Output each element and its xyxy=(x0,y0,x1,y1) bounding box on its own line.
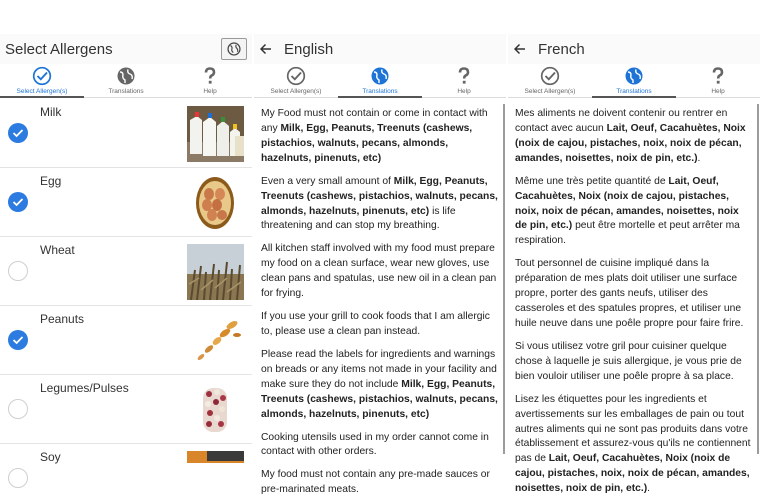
paragraph-text: Lisez les étiquettes pour les ingredients et avertissements sur les emballages de pain ou tout autres aliments qui ne sont pas produits dans votre établissement et assurez-vous qu'ils ne contiennent pas de xyxy=(515,393,751,465)
paragraph xyxy=(261,468,498,498)
allergen-name: Legumes/Pulses xyxy=(40,381,129,395)
page-title: English xyxy=(284,40,334,58)
paragraph-text: If you use your grill to cook foods that I am allergic to, please use a clean pan instead. xyxy=(261,311,490,337)
paragraph xyxy=(515,107,752,167)
check-circle-icon xyxy=(32,66,52,86)
paragraph-text: Tout personnel de cuisine impliqué dans la préparation de mes plats doit utiliser une surface propre, porter des gants neufs, utiliser des casseroles et des spatules propres, et utiliser une huile neuve dans une poêle propre pour faire frire. xyxy=(515,258,744,329)
allergen-item-egg[interactable] xyxy=(0,168,252,237)
paragraph-text: Even a very small amount of xyxy=(261,175,394,187)
question-icon xyxy=(454,66,474,86)
globe-icon xyxy=(227,42,241,56)
allergen-item-soy[interactable] xyxy=(0,444,252,500)
paragraph-text: is life threatening and can stop my breathing. xyxy=(261,205,456,232)
paragraph xyxy=(261,107,498,167)
allergen-name: Peanuts xyxy=(40,312,85,326)
paragraph xyxy=(261,310,498,340)
allergen-name: Milk xyxy=(40,105,62,119)
app-bar xyxy=(0,34,252,64)
question-icon xyxy=(200,66,220,86)
back-arrow-icon[interactable] xyxy=(514,43,526,55)
tab-label: Select Allergen(s) xyxy=(270,88,322,95)
globe-icon xyxy=(370,66,390,86)
paragraph-text: peut être mortelle et peut arrêter ma respiration. xyxy=(515,220,740,247)
tab-bar xyxy=(254,64,506,98)
english-translation-screen xyxy=(254,0,506,500)
tab-label: Select Allergen(s) xyxy=(16,88,68,95)
allergen-name: Egg xyxy=(40,174,62,188)
legumes-image xyxy=(187,382,244,438)
allergen-item-peanuts[interactable] xyxy=(0,306,252,375)
checkbox-checked[interactable] xyxy=(8,330,28,350)
paragraph xyxy=(515,257,752,332)
paragraph xyxy=(261,175,498,235)
tab-label: Help xyxy=(203,88,217,95)
allergen-item-wheat[interactable] xyxy=(0,237,252,306)
scrollbar[interactable] xyxy=(757,104,759,454)
allergen-list xyxy=(0,99,252,500)
tab-bar xyxy=(0,64,252,98)
back-arrow-icon[interactable] xyxy=(260,43,272,55)
paragraph-text: Please read the labels for ingredients and warnings on breads or any items not made in your facility and make sure they do not include xyxy=(261,348,497,390)
milk-image xyxy=(187,106,244,162)
globe-icon xyxy=(624,66,644,86)
tab-select-allergens[interactable] xyxy=(0,64,84,97)
tab-select-allergens[interactable] xyxy=(254,64,338,97)
tab-help[interactable] xyxy=(676,64,760,97)
checkbox-unchecked[interactable] xyxy=(8,468,28,488)
paragraph-text: Même une très petite quantité de xyxy=(515,175,669,187)
checkmark-icon xyxy=(8,123,28,143)
translation-text xyxy=(254,99,506,500)
allergen-list-text: Milk, Egg, Peanuts, Treenuts (cashews, pistachios, walnuts, pecans, almonds, hazelnuts, pinenuts, etc) xyxy=(261,175,498,217)
tab-select-allergens[interactable] xyxy=(508,64,592,97)
paragraph xyxy=(515,393,752,497)
checkmark-icon xyxy=(8,192,28,212)
tab-label: Help xyxy=(457,88,471,95)
allergen-name: Wheat xyxy=(40,243,75,257)
tab-label: Translations xyxy=(362,88,398,95)
check-circle-icon xyxy=(286,66,306,86)
tab-bar xyxy=(508,64,760,98)
tab-translations[interactable] xyxy=(84,64,168,97)
paragraph-text: Mes aliments ne doivent contenir ou rentrer en contact avec aucun xyxy=(515,108,728,134)
paragraph-text: Si vous utilisez votre gril pour cuisiner quelque chose à laquelle je suis allergique, je vous prie de bien vouloir utiliser une poêle propre à sa place. xyxy=(515,340,742,382)
app-bar xyxy=(254,34,506,64)
allergen-item-milk[interactable] xyxy=(0,99,252,168)
paragraph-text: My Food must not contain or come in contact with any xyxy=(261,108,488,134)
checkmark-icon xyxy=(8,330,28,350)
tab-label: Translations xyxy=(108,88,144,95)
tab-label: Translations xyxy=(616,88,652,95)
checkbox-checked[interactable] xyxy=(8,123,28,143)
paragraph-text: . xyxy=(647,483,651,495)
checkbox-unchecked[interactable] xyxy=(8,261,28,281)
paragraph xyxy=(515,340,752,385)
tab-label: Select Allergen(s) xyxy=(524,88,576,95)
allergen-name: Soy xyxy=(40,450,61,464)
allergen-item-legumes[interactable] xyxy=(0,375,252,444)
allergen-list-text: Lait, Oeuf, Cacahuètes, Noix (noix de cajou, pistaches, noix, noix de pécan, amandes, noisettes, noix de pin, etc.) xyxy=(515,175,739,232)
globe-icon xyxy=(116,66,136,86)
check-circle-icon xyxy=(540,66,560,86)
paragraph xyxy=(515,175,752,250)
paragraph xyxy=(261,348,498,423)
translation-text xyxy=(508,99,760,500)
language-button[interactable] xyxy=(221,38,247,60)
select-allergens-screen xyxy=(0,0,252,500)
allergen-list-text: Milk, Egg, Peanuts, Treenuts (cashews, pistachios, walnuts, pecans, almonds, hazelnuts, pinenuts, etc) xyxy=(261,378,498,420)
scrollbar[interactable] xyxy=(503,104,505,454)
wheat-image xyxy=(187,244,244,300)
page-title: Select Allergens xyxy=(5,40,113,58)
tab-help[interactable] xyxy=(422,64,506,97)
allergen-list-text: Lait, Oeuf, Cacahuètes, Noix (noix de cajou, pistaches, noix, noix de pécan, amandes, noisettes, noix de pin, etc.) xyxy=(515,453,750,495)
page-title: French xyxy=(538,40,585,58)
french-translation-screen xyxy=(508,0,760,500)
app-bar xyxy=(508,34,760,64)
checkbox-checked[interactable] xyxy=(8,192,28,212)
tab-translations[interactable] xyxy=(338,64,422,97)
allergen-list-text: Lait, Oeuf, Cacahuètes, Noix (noix de cajou, pistaches, noix, noix de pécan, amandes, noisettes, noix de pin, etc.) xyxy=(515,122,746,164)
tab-translations[interactable] xyxy=(592,64,676,97)
checkbox-unchecked[interactable] xyxy=(8,399,28,419)
paragraph-text: All kitchen staff involved with my food must prepare my food on a clean surface, wear new gloves, use clean pans and spatulas, use new oil in a clean pan for frying. xyxy=(261,243,497,300)
allergen-list-text: Milk, Egg, Peanuts, Treenuts (cashews, pistachios, walnuts, pecans, almonds, hazelnuts, pinenuts, etc) xyxy=(261,122,473,164)
paragraph-text: . xyxy=(697,152,701,164)
question-icon xyxy=(708,66,728,86)
soy-image xyxy=(187,451,244,500)
eggs-image xyxy=(187,175,244,231)
paragraph-text: Cooking utensils used in my order cannot come in contact with other orders. xyxy=(261,431,489,458)
paragraph xyxy=(261,431,498,461)
tab-label: Help xyxy=(711,88,725,95)
peanuts-image xyxy=(187,313,244,369)
paragraph xyxy=(261,242,498,302)
paragraph-text: My food must not contain any pre-made sauces or pre-marinated meats. xyxy=(261,469,490,496)
tab-help[interactable] xyxy=(168,64,252,97)
